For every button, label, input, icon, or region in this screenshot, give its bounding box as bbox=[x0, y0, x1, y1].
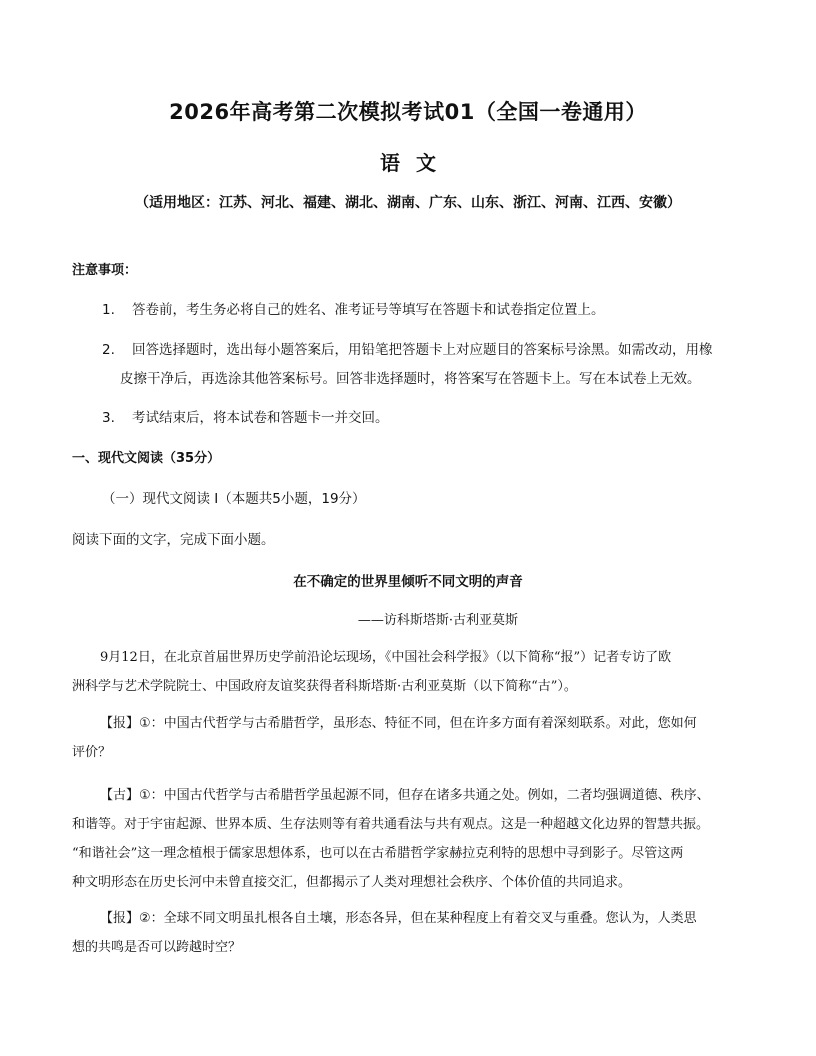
applicable-regions: （适用地区：江苏、河北、福建、湖北、湖南、广东、山东、浙江、河南、江西、安徽） bbox=[135, 195, 681, 211]
notice-item-text: 回答选择题时，选出每小题答案后，用铅笔把答题卡上对应题目的答案标号涂黑。如需改动，用橡 bbox=[132, 342, 713, 358]
notice-item-number: 3. bbox=[102, 410, 115, 426]
paragraph-line: 中国古代哲学与古希腊哲学虽起源不同，但存在诸多共通之处。例如，二者均强调道德、秩序、 bbox=[163, 788, 710, 803]
sub-section-heading: （一）现代文阅读 I（本题共5小题，19分） bbox=[102, 491, 366, 507]
paragraph-line: 9月12日，在北京首届世界历史学前沿论坛现场，《中国社会科学报》（以下简称“报”）记者专访了欧 bbox=[100, 650, 672, 665]
notice-item-text: 考试结束后，将本试卷和答题卡一并交回。 bbox=[132, 410, 389, 426]
speaker-tag: 【报】①： bbox=[100, 716, 164, 731]
article-paragraph-question-1 bbox=[72, 709, 752, 767]
paragraph-line: 全球不同文明虽扎根各自土壤，形态各异，但在某种程度上有着交叉与重叠。您认为，人类思 bbox=[163, 911, 697, 926]
paragraph-line: 评价？ bbox=[72, 745, 112, 760]
paragraph-line: 种文明形态在历史长河中未曾直接交汇，但都揭示了人类对理想社会秩序、个体价值的共同追求。 bbox=[72, 875, 632, 890]
notice-item-2-continued: 皮擦干净后，再选涂其他答案标号。回答非选择题时，将答案写在答题卡上。写在本试卷上无效。 bbox=[120, 371, 701, 387]
article-paragraph-answer-1 bbox=[72, 781, 752, 897]
paragraph-line: 中国古代哲学与古希腊哲学，虽形态、特征不同，但在许多方面有着深刻联系。对此，您如何 bbox=[163, 716, 697, 731]
notice-item-number: 2. bbox=[102, 342, 115, 358]
paragraph-line: 想的共鸣是否可以跨越时空？ bbox=[72, 940, 242, 955]
notice-item-2 bbox=[102, 338, 713, 358]
speaker-tag: 【报】②： bbox=[100, 911, 164, 926]
notice-heading: 注意事项： bbox=[72, 263, 138, 278]
article-byline: ——访科斯塔斯·古利亚莫斯 bbox=[357, 613, 519, 628]
notice-item-text: 答卷前，考生务必将自己的姓名、准考证号等填写在答题卡和试卷指定位置上。 bbox=[132, 302, 605, 318]
subject-title: 语文 bbox=[380, 151, 452, 175]
speaker-tag: 【古】①： bbox=[100, 788, 164, 803]
paragraph-line: 和谐等。对于宇宙起源、世界本质、生存法则等有着共通看法与共有观点。这是一种超越文化边界的智慧共振。 bbox=[72, 817, 710, 832]
article-paragraph-intro bbox=[72, 643, 752, 701]
reading-instruction: 阅读下面的文字，完成下面小题。 bbox=[72, 532, 275, 548]
article-title: 在不确定的世界里倾听不同文明的声音 bbox=[293, 574, 523, 590]
article-paragraph-question-2 bbox=[72, 904, 752, 962]
notice-item-3 bbox=[102, 406, 389, 426]
exam-title: 2026年高考第二次模拟考试01（全国一卷通用） bbox=[169, 100, 647, 124]
paragraph-line: “和谐社会”这一理念植根于儒家思想体系，也可以在古希腊哲学家赫拉克利特的思想中寻到影子。尽管这两 bbox=[72, 846, 684, 861]
notice-item-number: 1. bbox=[102, 302, 115, 318]
notice-item-1 bbox=[102, 298, 605, 318]
section-heading: 一、现代文阅读（35分） bbox=[72, 451, 221, 466]
paragraph-line: 洲科学与艺术学院院士、中国政府友谊奖获得者科斯塔斯·古利亚莫斯（以下简称“古”）。 bbox=[72, 679, 577, 694]
